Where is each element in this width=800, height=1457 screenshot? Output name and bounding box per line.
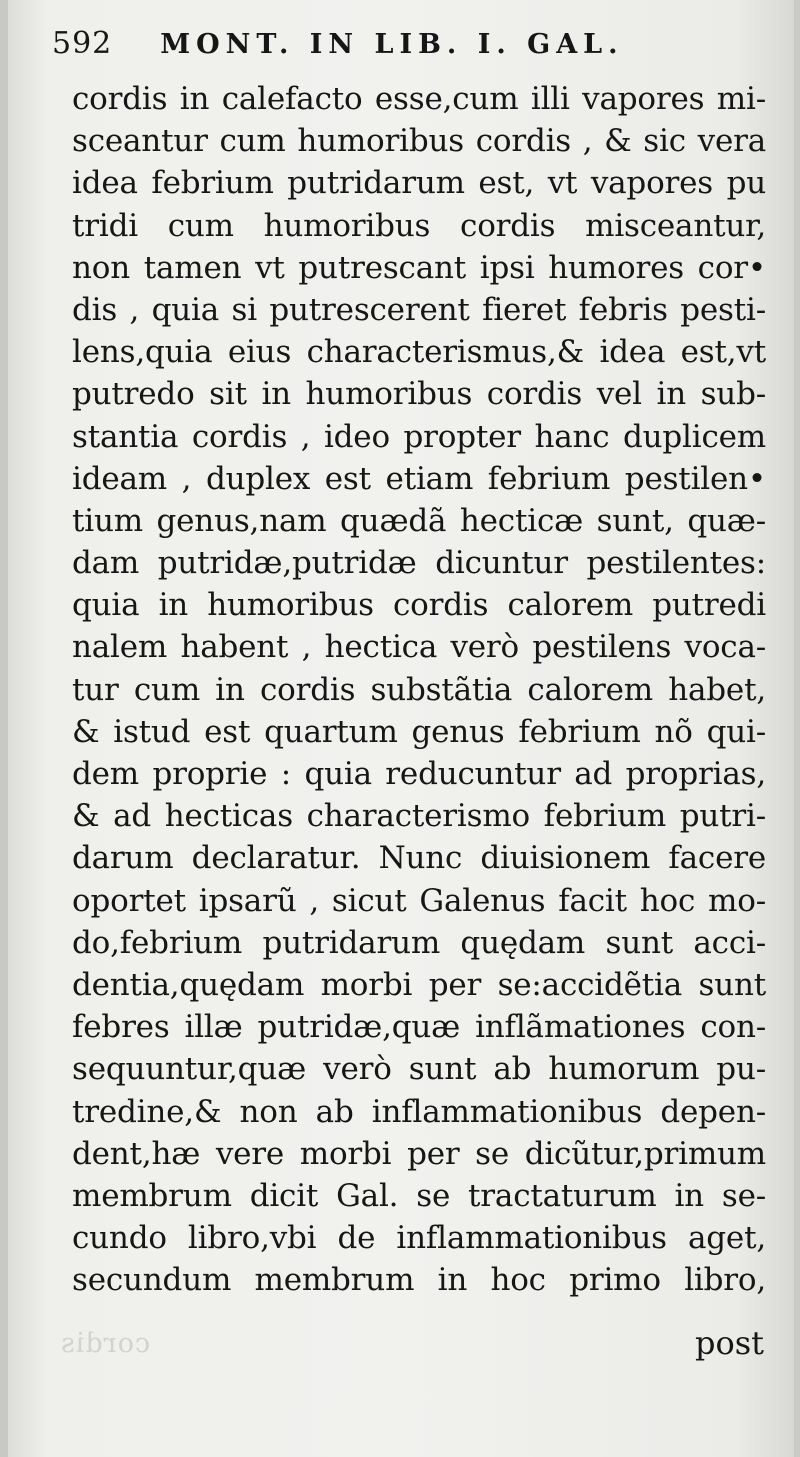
- text-line: & istud est quartum genus febrium nõ qui-: [72, 713, 766, 750]
- text-line: do,febrium putridarum quędam sunt acci-: [72, 924, 766, 961]
- text-line: tredine,& non ab inflammationibus depen-: [72, 1093, 766, 1130]
- text-line: febres illæ putridæ,quæ inflãmationes con-: [72, 1009, 766, 1046]
- text-line: oportet ipsarũ , sicut Galenus facit hoc mo-: [72, 882, 766, 919]
- body-text: [72, 78, 766, 1301]
- text-line: dem proprie : quia reducuntur ad proprias,: [72, 756, 766, 792]
- catchword: post: [694, 1324, 764, 1362]
- text-line: membrum dicit Gal. se tractaturum in se-: [72, 1177, 766, 1214]
- text-line: nalem habent , hectica verò pestilens voca-: [72, 629, 766, 666]
- text-line: ideam , duplex est etiam febrium pestilen•: [72, 460, 766, 497]
- page-left-edge: [0, 0, 8, 1457]
- text-line: darum declaratur. Nunc diuisionem facere: [72, 840, 766, 877]
- text-line: dis , quia si putrescerent fieret febris pesti-: [72, 291, 766, 328]
- text-line: lens,quia eius characterismus,& idea est,vt: [72, 334, 766, 371]
- text-line: tridi cum humoribus cordis misceantur,: [72, 207, 766, 244]
- text-line: stantia cordis , ideo propter hanc duplicem: [72, 418, 766, 455]
- page-right-edge: [794, 0, 800, 1457]
- running-head-title: MONT. IN LIB. I. GAL.: [160, 29, 624, 60]
- text-line: dam putridæ,putridæ dicuntur pestilentes:: [72, 545, 766, 582]
- text-line: cundo libro,vbi de inflammationibus aget,: [72, 1220, 766, 1257]
- text-line: idea febrium putridarum est, vt vapores pu: [72, 165, 766, 202]
- text-line: putredo sit in humoribus cordis vel in sub-: [72, 376, 766, 413]
- text-line: sequuntur,quæ verò sunt ab humorum pu-: [72, 1051, 766, 1088]
- running-head: [52, 26, 770, 70]
- text-line: tur cum in cordis substãtia calorem habet,: [72, 671, 766, 708]
- text-line: sceantur cum humoribus cordis , & sic vera: [72, 123, 766, 160]
- text-line: tium genus,nam quædã hecticæ sunt, quæ-: [72, 502, 766, 539]
- text-line: dentia,quędam morbi per se:accidẽtia sunt: [72, 966, 766, 1003]
- bleed-through-text: cordis: [60, 1328, 151, 1359]
- text-line: dent,hæ vere morbi per se dicũtur,primum: [72, 1135, 766, 1172]
- text-line: & ad hecticas characterismo febrium putri-: [72, 798, 766, 835]
- text-line: cordis in calefacto esse,cum illi vapores mi-: [72, 81, 766, 117]
- text-line: secundum membrum in hoc primo libro,: [72, 1262, 766, 1299]
- text-line: quia in humoribus cordis calorem putredi: [72, 587, 766, 624]
- text-line: non tamen vt putrescant ipsi humores cor•: [72, 249, 766, 286]
- page-number: 592: [52, 26, 113, 61]
